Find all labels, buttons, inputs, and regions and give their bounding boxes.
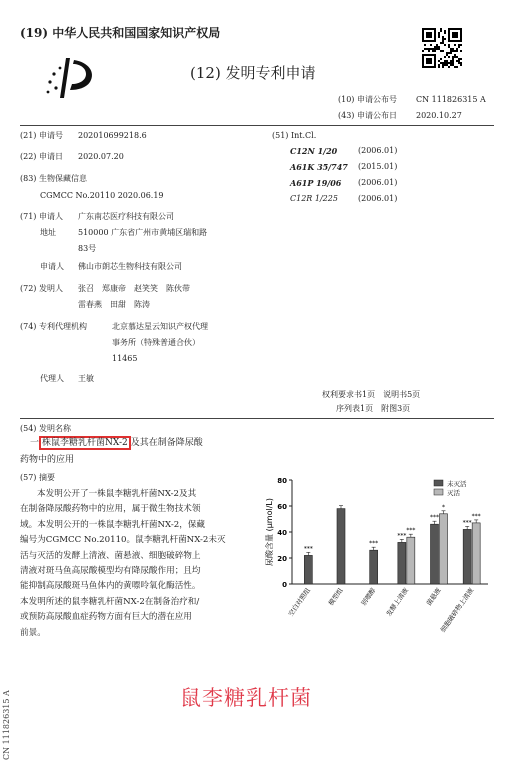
applicant: 广东南芯医疗科技有限公司 bbox=[78, 212, 174, 221]
invention-title bbox=[30, 437, 203, 450]
y-tick-label: 0 bbox=[282, 581, 287, 589]
bar bbox=[472, 523, 480, 584]
uric-acid-chart bbox=[262, 472, 498, 650]
title-label: (54) 发明名称 bbox=[20, 424, 71, 433]
category-label: 空白对照组 bbox=[286, 586, 312, 618]
legend-label: 未灭活 bbox=[447, 480, 467, 488]
abstract-body bbox=[20, 487, 250, 641]
title-line-2: 药物中的应用 bbox=[20, 455, 75, 465]
applicant2: 佛山市朗芯生物科技有限公司 bbox=[78, 262, 182, 271]
bar bbox=[337, 509, 345, 584]
title-highlight: 株鼠李糖乳杆菌NX-2 bbox=[39, 436, 131, 450]
abstract-line: 本发明所述的鼠李糖乳杆菌NX-2在制备治疗和/ bbox=[20, 596, 200, 607]
deposit-label: (83) 生物保藏信息 bbox=[20, 174, 87, 183]
y-tick-label: 20 bbox=[277, 555, 287, 563]
header-divider bbox=[20, 125, 494, 126]
side-pub-number: CN 111826315 A bbox=[2, 690, 11, 760]
title-rest: 及其在制备降尿酸 bbox=[130, 438, 203, 448]
bar bbox=[304, 555, 312, 584]
pub-number: CN 111826315 A bbox=[416, 95, 486, 104]
category-label: 发酵上清液 bbox=[384, 586, 410, 618]
intcl-code-1: C12N 1/20 bbox=[290, 146, 338, 156]
abstract-line: 本发明公开了一株鼠李糖乳杆菌NX-2及其 bbox=[37, 489, 197, 499]
agency-label: (74) 专利代理机构 bbox=[20, 322, 87, 331]
app-date: 2020.07.20 bbox=[78, 152, 124, 161]
office-name: (19) 中华人民共和国国家知识产权局 bbox=[20, 26, 221, 40]
significance-label: *** bbox=[430, 514, 439, 522]
doc-type: (12) 发明专利申请 bbox=[190, 64, 316, 82]
intcl-date-4: (2006.01) bbox=[358, 194, 398, 203]
agent: 王敏 bbox=[78, 374, 94, 383]
agency-line-3: 11465 bbox=[112, 354, 138, 363]
deposit-info: CGMCC No.20110 2020.06.19 bbox=[40, 191, 164, 200]
legend-swatch bbox=[434, 480, 443, 486]
intcl-code-4: C12R 1/225 bbox=[290, 194, 338, 203]
abstract-line: 或预防高尿酸血症药物方面有巨大的潜在应用 bbox=[20, 612, 192, 623]
page-counts-line-2: 序列表1页 附图3页 bbox=[336, 404, 411, 413]
app-no-label: (21) 申请号 bbox=[20, 131, 63, 140]
significance-label: * bbox=[442, 503, 445, 511]
abstract-line: 域。本发明公开的一株鼠李糖乳杆菌NX-2，保藏 bbox=[20, 519, 205, 530]
biblio-divider bbox=[20, 418, 494, 419]
y-axis-label: 尿酸含量 (μmol/L) bbox=[265, 498, 274, 566]
abstract-line: 在制备降尿酸药物中的应用，属于微生物技术领 bbox=[20, 504, 201, 515]
category-label: 菌悬液 bbox=[424, 586, 443, 608]
abstract-line: 活与灭活的发酵上清液、菌悬液、细胞破碎物上 bbox=[20, 550, 201, 561]
abstract-line: 编号为CGMCC No.20110。鼠李糖乳杆菌NX-2未灭 bbox=[20, 535, 226, 546]
pub-date-label: (43) 申请公布日 bbox=[338, 111, 397, 120]
pub-number-label: (10) 申请公布号 bbox=[338, 95, 397, 104]
bar bbox=[407, 537, 415, 584]
significance-label: *** bbox=[397, 532, 407, 540]
abstract-line: 清液对斑马鱼高尿酸模型均有降尿酸作用；且均 bbox=[20, 566, 201, 577]
y-tick-label: 80 bbox=[277, 477, 287, 485]
app-no: 202010699218.6 bbox=[78, 131, 147, 140]
bar bbox=[398, 542, 406, 584]
intcl-code-3: A61P 19/06 bbox=[290, 178, 342, 188]
y-tick-label: 40 bbox=[277, 529, 287, 537]
legend-label: 灭活 bbox=[447, 489, 460, 497]
y-tick-label: 60 bbox=[277, 503, 287, 511]
bar bbox=[431, 524, 439, 584]
applicant-label: (71) 申请人 bbox=[20, 212, 63, 221]
intcl-date-2: (2015.01) bbox=[358, 162, 398, 171]
bar bbox=[440, 514, 448, 584]
inventors-line-2: 雷春燕 田甜 陈涛 bbox=[78, 300, 150, 309]
address-line-1: 510000 广东省广州市黄埔区瑞和路 bbox=[78, 228, 208, 237]
abstract-line: 前景。 bbox=[20, 627, 46, 638]
title-prefix: 一 bbox=[30, 438, 40, 448]
applicant2-label: 申请人 bbox=[40, 262, 64, 271]
agency-line-1: 北京慕达星云知识产权代理 bbox=[112, 322, 208, 331]
inventors-line-1: 张召 郑康帝 赵笑笑 陈伙带 bbox=[78, 284, 190, 293]
address-label: 地址 bbox=[40, 228, 56, 237]
significance-label: *** bbox=[471, 512, 481, 520]
legend-swatch bbox=[434, 489, 443, 495]
abstract-label: (57) 摘要 bbox=[20, 473, 55, 482]
significance-label: *** bbox=[303, 545, 313, 553]
intcl-date-3: (2006.01) bbox=[358, 178, 398, 187]
category-label: 别嘌醇 bbox=[359, 586, 378, 608]
pub-date: 2020.10.27 bbox=[416, 111, 462, 120]
significance-label: *** bbox=[369, 540, 379, 548]
intcl-code-2: A61K 35/747 bbox=[290, 162, 348, 172]
bar bbox=[463, 529, 471, 584]
inventors-label: (72) 发明人 bbox=[20, 284, 63, 293]
agency-line-2: 事务所（特殊普通合伙） bbox=[112, 338, 200, 347]
intcl-label: (51) Int.Cl. bbox=[272, 131, 317, 140]
significance-label: *** bbox=[406, 527, 416, 535]
significance-label: *** bbox=[462, 519, 472, 527]
qr-code bbox=[422, 28, 462, 68]
bar bbox=[370, 550, 378, 584]
abstract-line: 能抑制高尿酸斑马鱼体内的黄嘌呤氧化酶活性。 bbox=[20, 581, 201, 592]
intcl-date-1: (2006.01) bbox=[358, 146, 398, 155]
strain-caption: 鼠李糖乳杆菌 bbox=[180, 686, 312, 710]
page-counts-line-1: 权利要求书1页 说明书5页 bbox=[322, 390, 421, 399]
category-label: 模型组 bbox=[326, 586, 345, 608]
cnipa-logo bbox=[44, 52, 104, 102]
agent-label: 代理人 bbox=[40, 374, 64, 383]
app-date-label: (22) 申请日 bbox=[20, 152, 63, 161]
address-line-2: 83号 bbox=[78, 244, 97, 253]
category-label: 细胞破碎物上清液 bbox=[438, 586, 476, 634]
